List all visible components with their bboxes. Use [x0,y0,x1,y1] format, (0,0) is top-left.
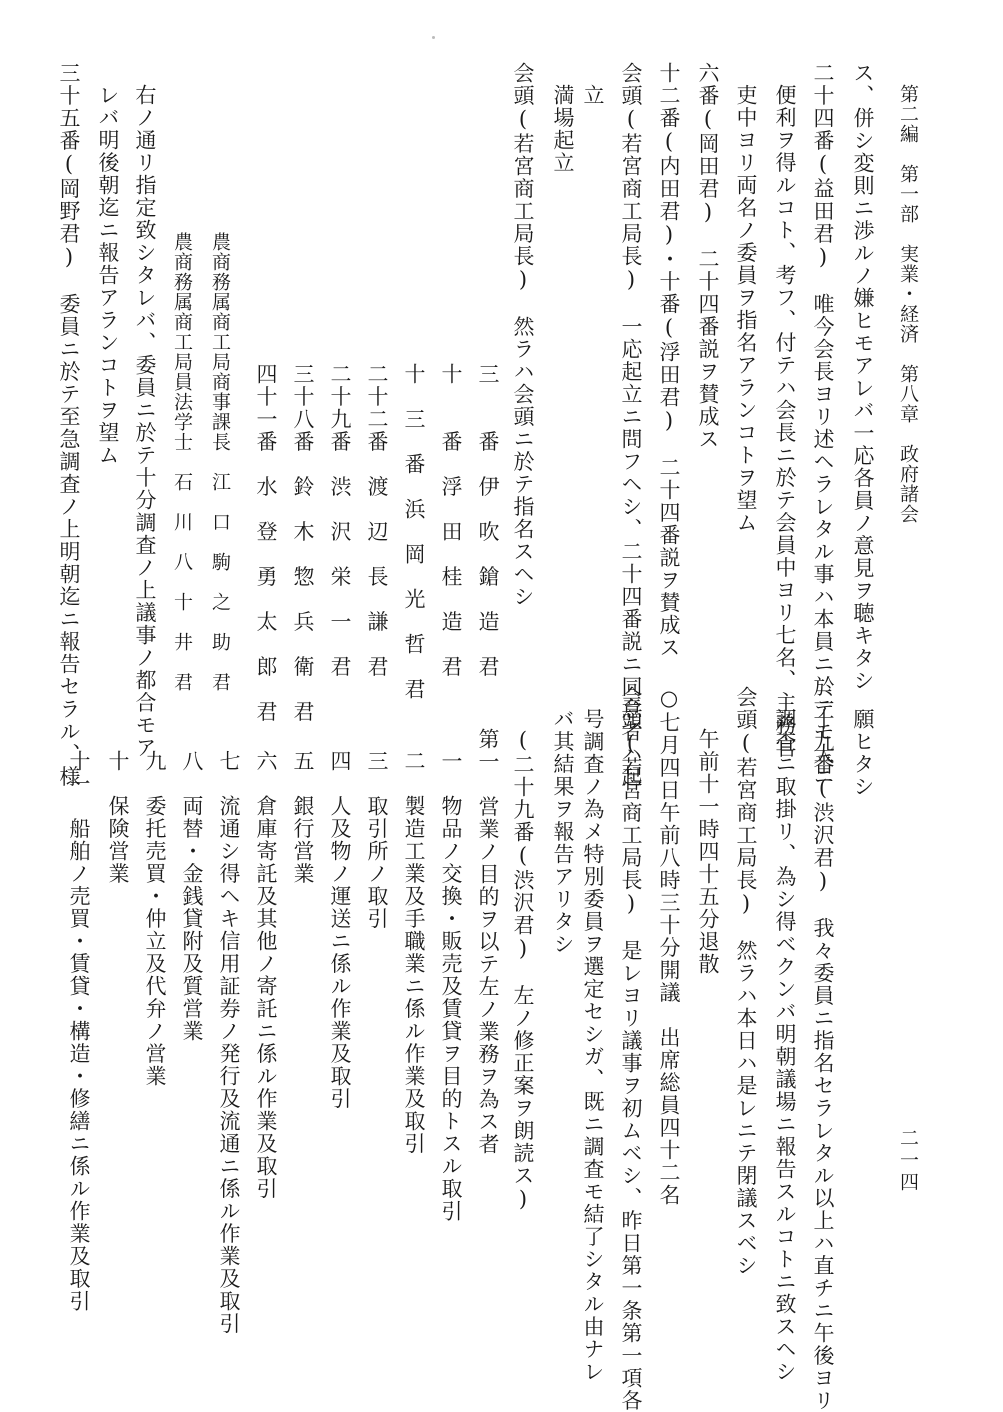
upper-line-10: 会頭(若宮商工局長) 然ラハ会頭ニ於テ指名スヘシ [511,62,535,608]
lower-line-10: (二十九番(渋沢君) 左ノ修正案ヲ朗読ス) [511,728,535,1213]
scan-speck [432,36,435,39]
list-item: 七 流通シ得ヘキ信用証券ノ発行及流通ニ係ル作業及取引 [217,750,241,1335]
upper-line-8: 立 [581,84,605,107]
lower-line-9: バ其結果ヲ報告アリタシ [551,708,575,956]
lower-line-3: 調査ニ取掛リ、為シ得ベクンバ明朝議場ニ報告スルコトニ致スヘシ [773,708,797,1383]
upper-line-4: 吏中ヨリ両名ノ委員ヲ指名アランコトヲ望ム [734,84,758,534]
member-row: 三 番 伊 吹 鎗 造 君 [476,363,500,678]
list-item: 十一 船舶ノ売買・賃貸・構造・修繕ニ係ル作業及取引 [67,750,91,1313]
upper-line-9: 満場起立 [551,84,575,174]
member-row: 十 三 番 浜 岡 光 哲 君 [402,363,426,701]
member-row: 三十八番 鈴 木 惣 兵 衛 君 [291,363,315,723]
lower-line-4: 会頭(若宮商工局長) 然ラハ本日ハ是レニテ閉議スベシ [734,686,758,1277]
upper-line-2: 二十四番(益田君) 唯今会長ヨリ述ヘラレタル事ハ本員ニ於テモ大ニ [811,62,835,788]
member-row: 農商務属商工局員法学士 石 川 八 十 井 君 [171,232,193,692]
member-row: 四十一番 水 登 勇 太 郎 君 [254,363,278,723]
member-row: 十 番 浮 田 桂 造 君 [439,363,463,678]
lower-line-2: 二十九番(渋沢君) 我々委員ニ指名セラレタル以上ハ直チニ午後ヨリ [811,686,835,1412]
upper-line-21: レバ明後朝迄ニ報告アランコトヲ望ム [96,84,120,467]
list-item: 十 保険営業 [106,750,130,885]
lower-line-5: 午前十一時四十五分退散 [696,728,720,976]
list-item: 一 物品ノ交換・販売及賃貸ヲ目的トスル取引 [439,750,463,1223]
list-item: 三 取引所ノ取引 [365,750,389,930]
member-row: 二十二番 渡 辺 長 謙 君 [365,363,389,678]
lower-line-6: ○七月四日午前八時三十分開議 出席総員四十二名 [657,686,681,1207]
list-item: 六 倉庫寄託及其他ノ寄託ニ係ル作業及取引 [254,750,278,1200]
upper-line-1: ス、併シ変則ニ渉ルノ嫌ヒモアレバ一応各員ノ意見ヲ聴キタシ [851,62,875,692]
upper-line-3: 便利ヲ得ルコト、考フ、付テハ会長ニ於テ会員中ヨリ七名、主務官 [773,84,797,759]
upper-line-22: 三十五番(岡野君) 委員ニ於テ至急調査ノ上明朝迄ニ報告セラル、様 [57,62,81,788]
lower-line-1: 願ヒタシ [851,708,875,798]
list-item: 九 委托売買・仲立及代弁ノ営業 [143,750,167,1088]
page-number: 二一四 [897,1128,919,1194]
list-item: 四 人及物ノ運送ニ係ル作業及取引 [328,750,352,1110]
upper-line-20: 右ノ通リ指定致シタレバ、委員ニ於テ十分調査ノ上議事ノ都合モア [133,84,157,759]
list-item: 五 銀行営業 [291,750,315,885]
upper-line-6: 十二番(内田君)・十番(浮田君) 二十四番説ヲ賛成ス [657,62,681,659]
lower-line-7: 会頭(若宮商工局長) 是レヨリ議事ヲ初ムベシ、昨日第一条第一項各 [619,686,643,1412]
running-head: 第二編 第一部 実業・経済 第八章 政府諸会 [897,84,919,524]
member-row: 農商務属商工局商事課長 江 口 駒 之 助 君 [209,232,231,692]
upper-line-5: 六番(岡田君) 二十四番説ヲ賛成ス [696,62,720,451]
member-row: 二十九番 渋 沢 栄 一 君 [328,363,352,678]
list-item: 八 両替・金銭貸附及質営業 [180,750,204,1043]
lower-line-11: 第一 営業ノ目的ヲ以テ左ノ業務ヲ為ス者 [476,728,500,1156]
upper-line-7: 会頭(若宮商工局長) 一応起立ニ問フヘシ、二十四番説ニ同意者ハ起 [619,62,643,788]
lower-line-8: 号調査ノ為メ特別委員ヲ選定セシガ、既ニ調査モ結了シタル由ナレ [581,708,605,1383]
list-item: 二 製造工業及手職業ニ係ル作業及取引 [402,750,426,1155]
